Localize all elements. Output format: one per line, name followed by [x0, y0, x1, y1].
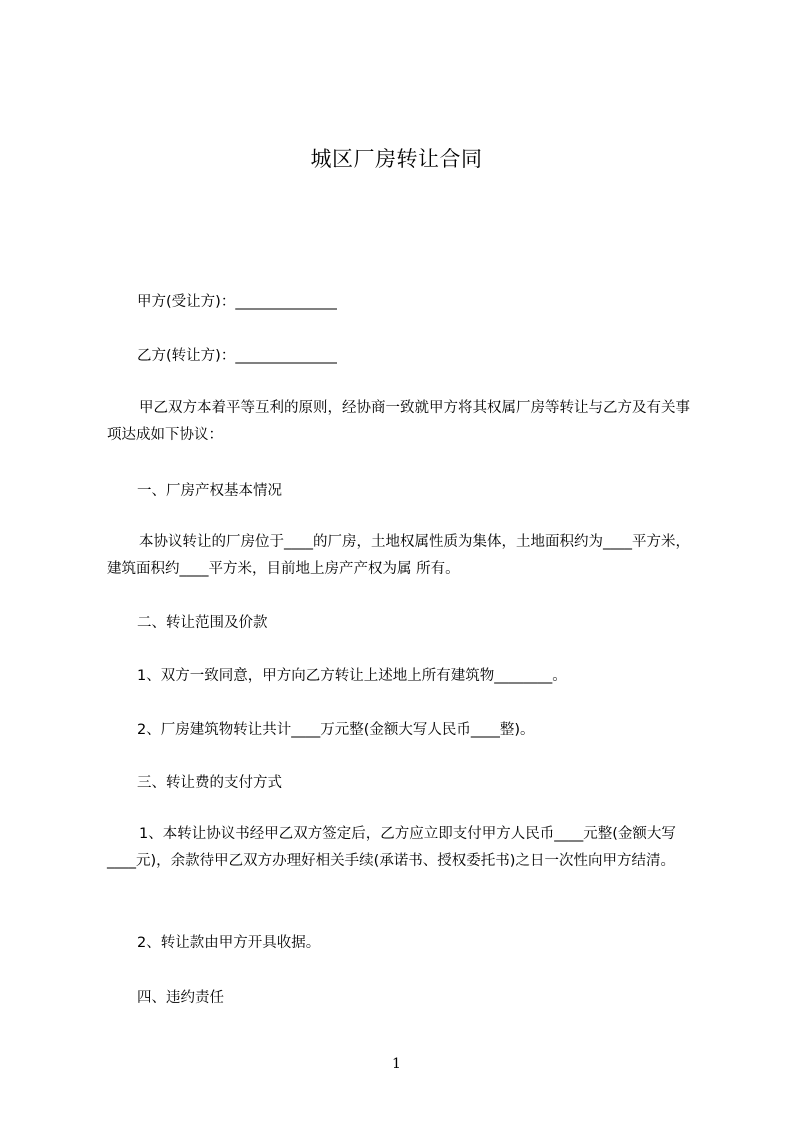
section2-item2: 2、厂房建筑物转让共计____万元整(金额大写人民币____整)。 — [137, 722, 535, 738]
section3-heading: 三、转让费的支付方式 — [137, 775, 282, 791]
document-title: 城区厂房转让合同 — [310, 147, 483, 171]
section3-item2: 2、转让款由甲方开具收据。 — [137, 935, 321, 951]
section2-item1: 1、双方一致同意，甲方向乙方转让上述地上所有建筑物________。 — [137, 668, 567, 684]
page-number: 1 — [392, 1056, 401, 1072]
party-b-line: 乙方(转让方)：______________ — [137, 348, 337, 364]
section2-heading: 二、转让范围及价款 — [137, 615, 268, 631]
party-a-line: 甲方(受让方)：______________ — [137, 294, 337, 310]
section4-heading: 四、违约责任 — [137, 990, 224, 1006]
section1-heading: 一、厂房产权基本情况 — [137, 483, 282, 499]
section1-body: 本协议转让的厂房位于____的厂房，土地权属性质为集体，土地面积约为____平方米，建筑面积约____平方米，目前地上房产产权为属 所有。 — [107, 534, 690, 577]
section3-item1: 1、本转让协议书经甲乙双方签定后，乙方应立即支付甲方人民币____元整(金额大写____元)，余款待甲乙双方办理好相关手续(承诺书、授权委托书)之日一次性向甲方结清。 — [107, 826, 676, 869]
intro-paragraph: 甲乙双方本着平等互利的原则，经协商一致就甲方将其权属厂房等转让与乙方及有关事项达成如下协议： — [107, 400, 690, 443]
